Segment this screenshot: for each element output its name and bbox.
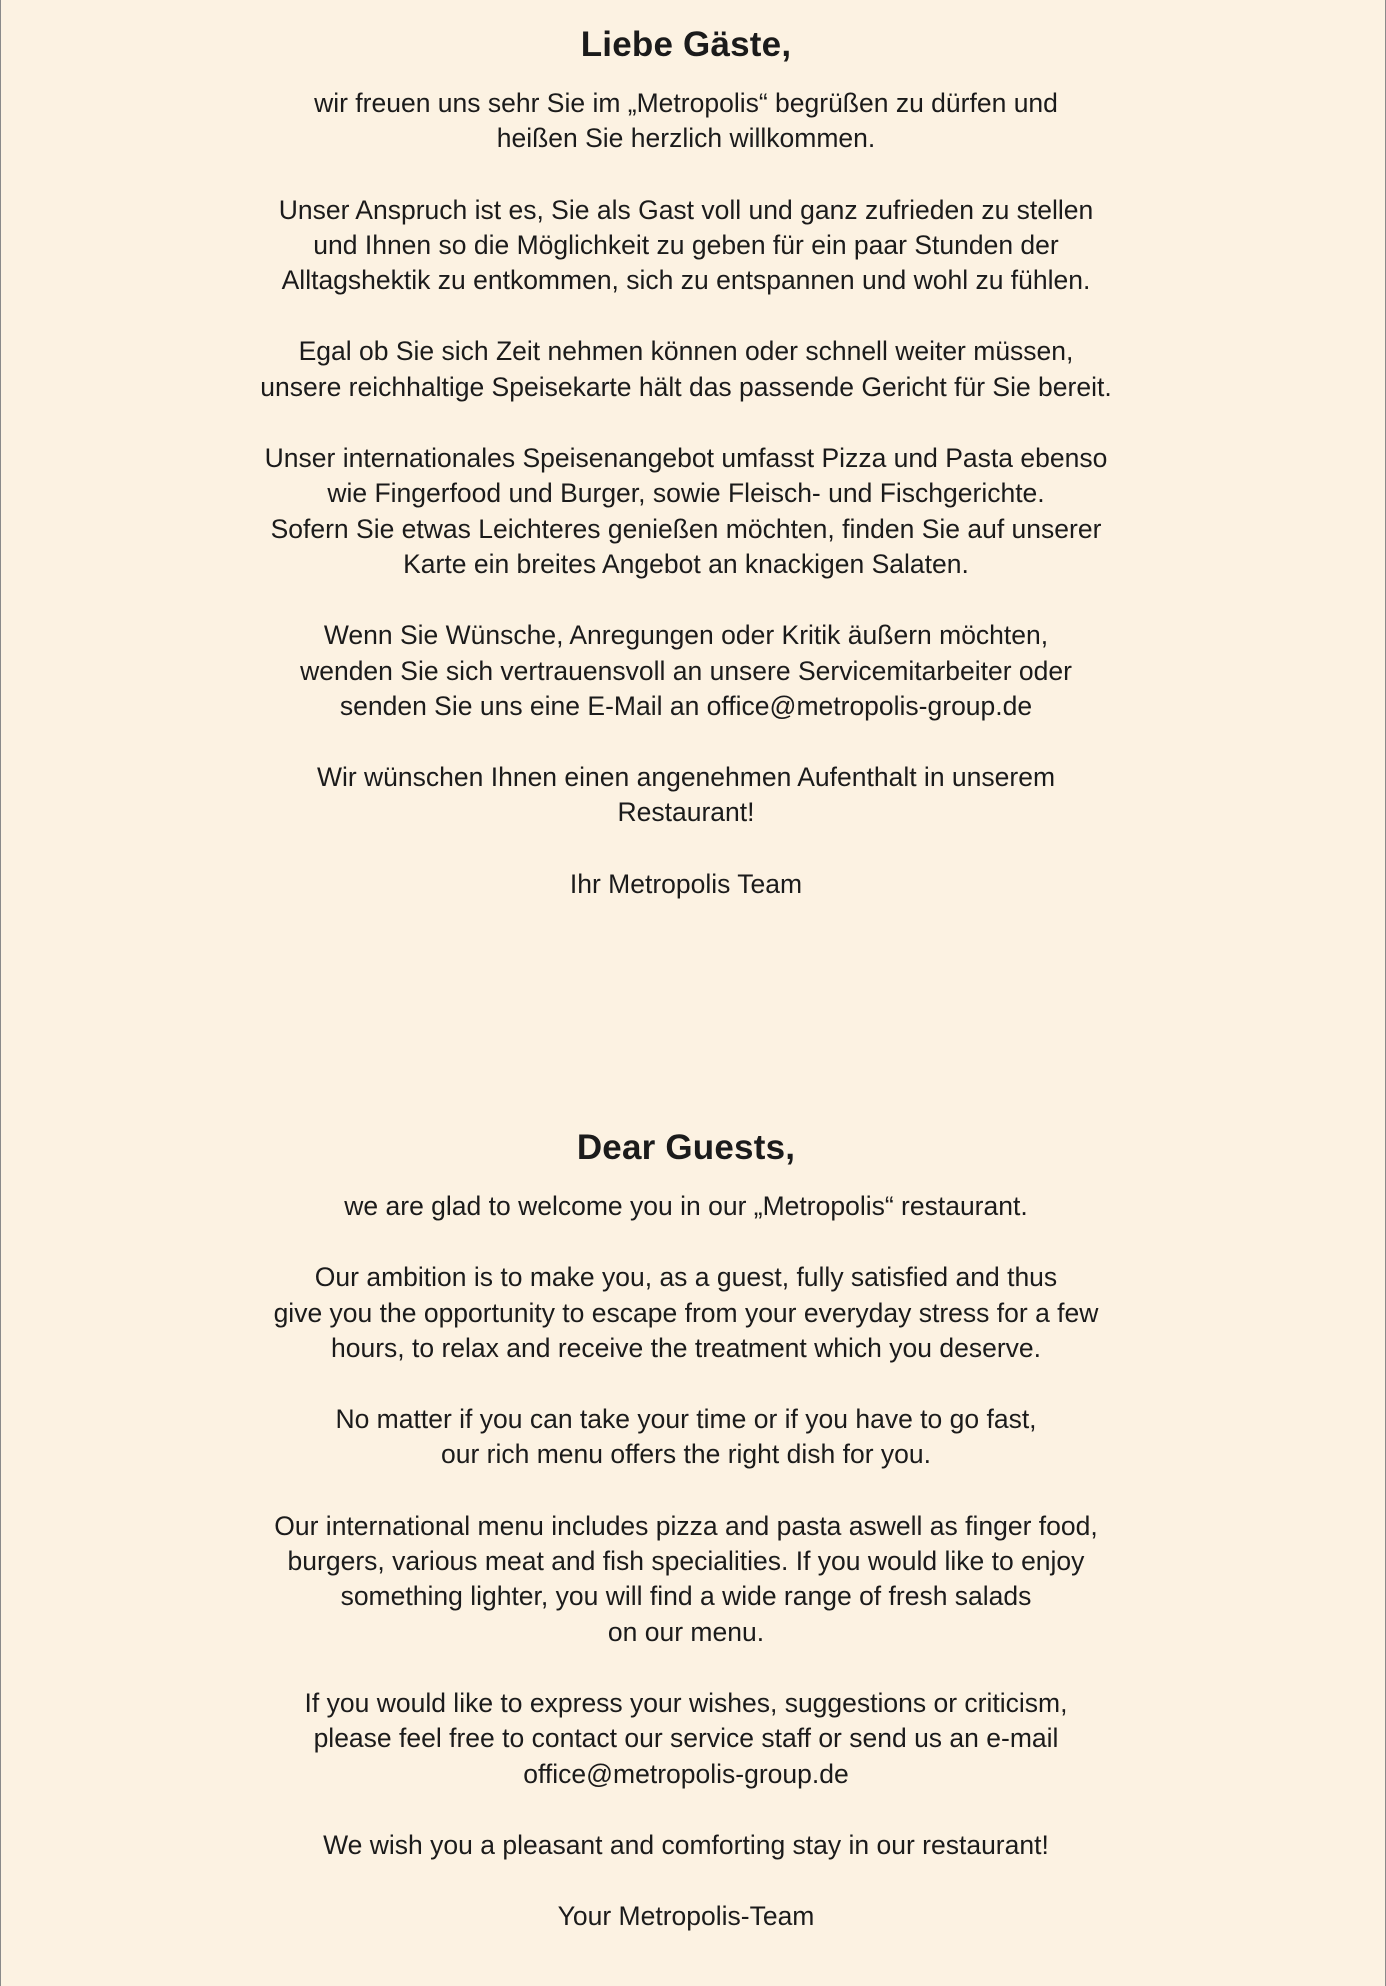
english-welcome-section [1, 1121, 1371, 1934]
german-intro-paragraph: wir freuen uns sehr Sie im „Metropolis“ begrüßen zu dürfen und heißen Sie herzlich willkommen. [314, 88, 1058, 154]
english-offer-paragraph: Our international menu includes pizza and pasta aswell as finger food, burgers, various meat and fish specialities. If you would like to enjoy something lighter, you will find a wide range of fresh salads on our menu. [274, 1510, 1098, 1647]
german-ambition-paragraph: Unser Anspruch ist es, Sie als Gast voll und ganz zufrieden zu stellen und Ihnen so die Möglichkeit zu geben für ein paar Stunden der Alltagshektik zu entkommen, sich zu entspannen und wohl zu fühlen. [278, 194, 1094, 296]
welcome-letter-page [1, 0, 1386, 1986]
german-menu-time-paragraph: Egal ob Sie sich Zeit nehmen können oder schnell weiter müssen, unsere reichhaltige Speisekarte hält das passende Gericht für Sie bereit. [260, 336, 1112, 402]
german-feedback-paragraph: Wenn Sie Wünsche, Anregungen oder Kritik äußern möchten, wenden Sie sich vertrauensvoll an unsere Servicemitarbeiter oder senden Sie uns eine E-Mail an office@metropolis-group.de [300, 620, 1072, 721]
german-offer-paragraph: Unser internationales Speisenangebot umfasst Pizza und Pasta ebenso wie Fingerfood und Burger, sowie Fleisch- und Fischgerichte. Sofern Sie etwas Leichteres genießen möchten, finden Sie auf unserer Karte ein breites Angebot an knackigen Salaten. [264, 443, 1108, 579]
german-greeting-heading: Liebe Gäste, [580, 25, 792, 64]
english-greeting-heading: Dear Guests, [576, 1128, 796, 1167]
german-signature: Ihr Metropolis Team [569, 868, 803, 899]
english-signature: Your Metropolis-Team [557, 1901, 815, 1932]
english-wishes-paragraph: We wish you a pleasant and comforting stay in our restaurant! [323, 1829, 1049, 1860]
english-menu-time-paragraph: No matter if you can take your time or if you have to go fast, our rich menu offers the right dish for you. [335, 1404, 1037, 1470]
german-wishes-paragraph: Wir wünschen Ihnen einen angenehmen Aufenthalt in unserem Restaurant! [316, 762, 1056, 828]
english-ambition-paragraph: Our ambition is to make you, as a guest, fully satisfied and thus give you the opportunity to escape from your everyday stress for a few hours, to relax and receive the treatment which you deserve. [273, 1262, 1099, 1363]
english-feedback-paragraph: If you would like to express your wishes, suggestions or criticism, please feel free to contact our service staff or send us an e-mail office@metropolis-group.de [304, 1687, 1068, 1789]
english-intro-paragraph: we are glad to welcome you in our „Metropolis“ restaurant. [344, 1191, 1028, 1221]
german-welcome-section [1, 18, 1371, 902]
